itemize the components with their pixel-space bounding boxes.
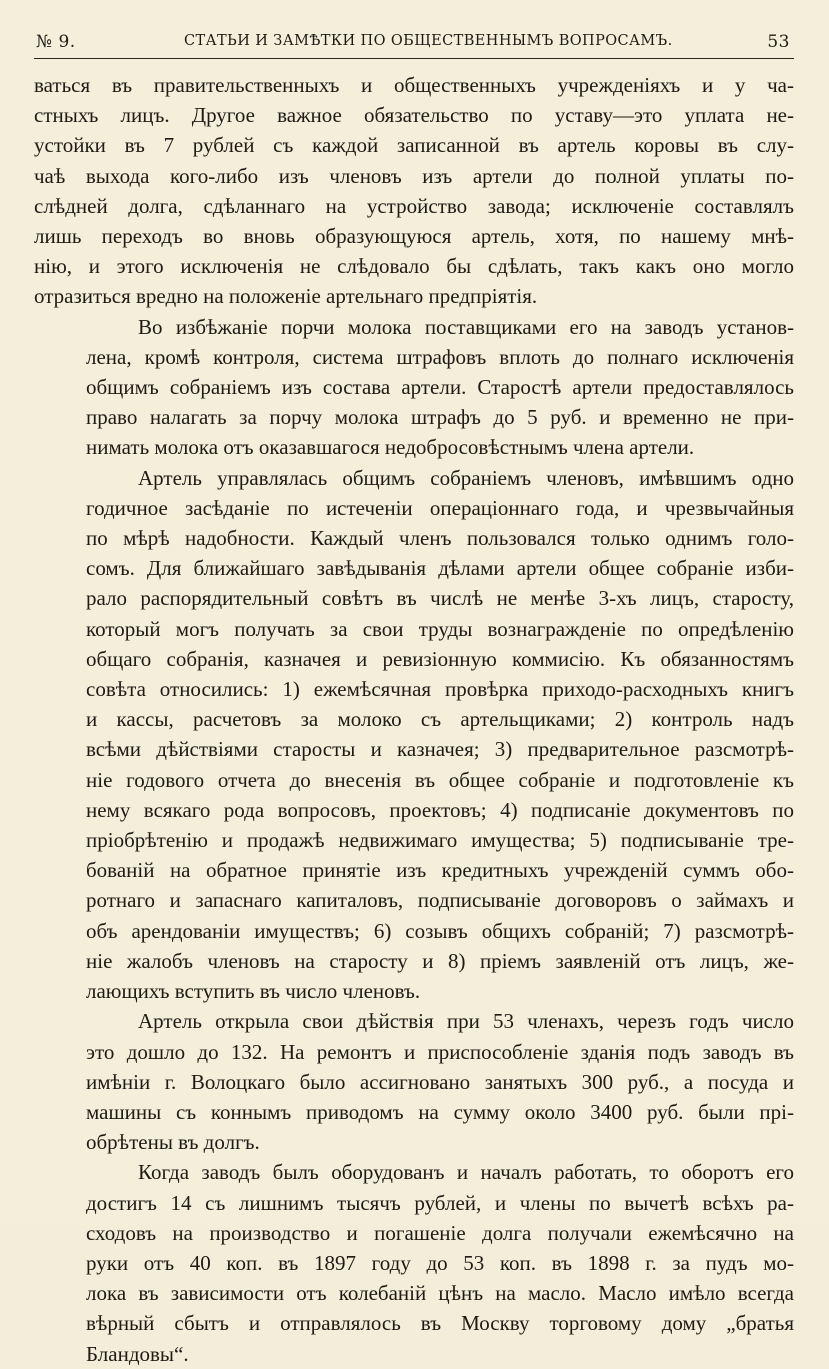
text-line: это дошло до 132. На ремонтъ и приспособленіе зданія подъ заводъ въ <box>86 1039 794 1064</box>
paragraph <box>34 1157 794 1368</box>
text-line: устойки въ 7 рублей съ каждой записанной въ артель коровы въ слу- <box>34 133 794 158</box>
text-line: Артель открыла свои дѣйствія при 53 членахъ, черезъ годъ число <box>138 1009 794 1034</box>
text-line: лишь переходъ во вновь образующуюся артель, хотя, по нашему мнѣ- <box>34 224 794 249</box>
text-line: Бландовы“. <box>86 1341 189 1366</box>
text-line: достигъ 14 съ лишнимъ тысячъ рублей, и члены по вычетѣ всѣхъ ра- <box>86 1190 794 1215</box>
paragraph <box>34 463 794 1007</box>
paragraph <box>34 1006 794 1157</box>
text-line: ніе годового отчета до внесенія въ общее собраніе и подготовленіе къ <box>86 767 794 792</box>
text-line: сходовъ на производство и погашеніе долга получали ежемѣсячно на <box>86 1220 794 1245</box>
text-line: сомъ. Для ближайшаго завѣдыванія дѣлами артели общее собраніе изби- <box>86 556 794 581</box>
section-title: СТАТЬИ И ЗАМѢТКИ ПО ОБЩЕСТВЕННЫМЪ ВОПРОСАМЪ. <box>184 33 673 49</box>
page-number: 53 <box>767 32 790 52</box>
text-line: и кассы, расчетовъ за молоко съ артельщиками; 2) контроль надъ <box>86 707 794 732</box>
paragraph <box>34 70 794 312</box>
text-line: вѣрный сбытъ и отправлялось въ Москву торговому дому „братья <box>86 1311 794 1336</box>
text-line: стныхъ лицъ. Другое важное обязательство по уставу—это уплата не- <box>34 103 794 128</box>
text-line: лена, кромѣ контроля, система штрафовъ вплоть до полнаго исключенія <box>86 344 794 369</box>
text-line: чаѣ выхода кого-либо изъ членовъ изъ артели до полной уплаты по- <box>34 163 794 188</box>
text-line: который могъ получать за свои труды вознагражденіе по опредѣленію <box>86 616 794 641</box>
text-line: совѣта относились: 1) ежемѣсячная провѣрка приходо-расходныхъ книгъ <box>86 677 794 702</box>
text-line: нію, и этого исключенія не слѣдовало бы сдѣлать, такъ какъ оно могло <box>34 254 794 279</box>
issue-number: № 9. <box>36 32 76 52</box>
text-line: Когда заводъ былъ оборудованъ и началъ работать, то оборотъ его <box>138 1160 794 1185</box>
text-line: рало распорядительный совѣтъ въ числѣ не менѣе 3-хъ лицъ, старосту, <box>86 586 794 611</box>
text-line: обрѣтены въ долгъ. <box>86 1130 260 1155</box>
running-header <box>34 24 794 60</box>
text-line: бованій на обратное принятіе изъ кредитныхъ учрежденій суммъ обо- <box>86 858 794 883</box>
text-line: лающихъ вступить въ число членовъ. <box>86 979 421 1004</box>
text-line: нимать молока отъ оказавшагося недобросовѣстнымъ члена артели. <box>86 435 695 460</box>
text-line: нему всякаго рода вопросовъ, проектовъ; 4) подписаніе документовъ по <box>86 797 794 822</box>
text-line: общаго собранія, казначея и ревизіонную коммисію. Къ обязанностямъ <box>86 646 794 671</box>
text-line: ротнаго и запаснаго капиталовъ, подписываніе договоровъ о займахъ и <box>86 888 794 913</box>
text-line: Во избѣжаніе порчи молока поставщиками его на заводъ установ- <box>138 314 794 339</box>
text-line: ніе жалобъ членовъ на старосту и 8) пріемъ заявленій отъ лицъ, же- <box>86 948 794 973</box>
text-line: пріобрѣтенію и продажѣ недвижимаго имущества; 5) подписываніе тре- <box>86 828 794 853</box>
header-rule <box>34 58 794 59</box>
text-line: всѣми дѣйствіями старосты и казначея; 3) предварительное разсмотрѣ- <box>86 737 794 762</box>
text-line: годичное засѣданіе по истеченіи операціоннаго года, и чрезвычайныя <box>86 495 794 520</box>
text-line: руки отъ 40 коп. въ 1897 году до 53 коп. въ 1898 г. за пудъ мо- <box>86 1250 794 1275</box>
text-line: лока въ зависимости отъ колебаній цѣнъ на масло. Масло имѣло всегда <box>86 1281 794 1306</box>
text-line: машины съ коннымъ приводомъ на сумму около 3400 руб. были прі- <box>86 1099 794 1124</box>
paragraph <box>34 312 794 463</box>
text-line: ваться въ правительственныхъ и общественныхъ учрежденіяхъ и у ча- <box>34 73 794 97</box>
text-line: по мѣрѣ надобности. Каждый членъ пользовался только однимъ голо- <box>86 526 794 551</box>
text-line: объ арендованіи имуществъ; 6) созывъ общихъ собраній; 7) разсмотрѣ- <box>86 918 794 943</box>
text-line: Артель управлялась общимъ собраніемъ членовъ, имѣвшимъ одно <box>138 465 794 490</box>
text-line: слѣдней долга, сдѣланнаго на устройство завода; исключеніе составлялъ <box>34 193 794 218</box>
body-text <box>34 70 794 1369</box>
text-line: право налагать за порчу молока штрафъ до 5 руб. и временно не при- <box>86 405 794 430</box>
text-line: общимъ собраніемъ изъ состава артели. Старостѣ артели предоставлялось <box>86 375 794 400</box>
text-line: отразиться вредно на положеніе артельнаго предпріятія. <box>34 284 538 309</box>
text-line: имѣніи г. Волоцкаго было ассигновано занятыхъ 300 руб., а посуда и <box>86 1069 794 1094</box>
